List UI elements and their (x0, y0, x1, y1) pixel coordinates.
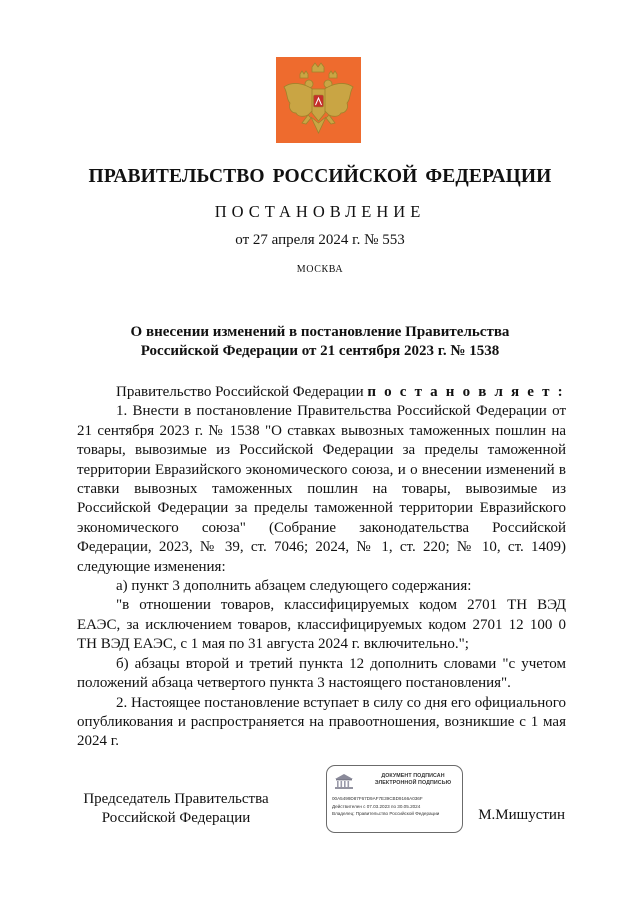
decree-clause (77, 383, 566, 402)
paragraph-1a-quote: "в отношении товаров, классифицируемых кодом 2701 ТН ВЭД ЕАЭС, за исключением товаров, классифицируемых кодом 2701 12 100 0 ТН ВЭД ЕАЭС, с 1 мая по 31 августа 2024 г. включительно."; (77, 597, 566, 653)
signatory-name: М.Мишустин (478, 807, 565, 823)
building-icon (333, 772, 355, 790)
paragraph-1a: а) пункт 3 дополнить абзацем следующего содержания: (116, 578, 472, 595)
e-signature-stamp (326, 765, 463, 833)
government-title: ПРАВИТЕЛЬСТВО РОССИЙСКОЙ ФЕДЕРАЦИИ (88, 166, 552, 187)
position-line-2: Российской Федерации (101, 810, 251, 826)
subject-line-1: О внесении изменений в постановление Правительства (130, 324, 510, 340)
coat-of-arms-icon (276, 57, 361, 143)
certificate-owner: Владелец: Правительство Российской Федерации (332, 811, 440, 816)
document-place: МОСКВА (296, 264, 344, 275)
decree-verb: п о с т а н о в л я е т : (367, 384, 565, 400)
paragraph-2: 2. Настоящее постановление вступает в силу со дня его официального опубликования и распространяется на правоотношения, возникшие с 1 мая 2024 г. (77, 694, 566, 750)
document-date-number: от 27 апреля 2024 г. № 553 (235, 232, 405, 248)
document-subject (80, 323, 560, 361)
document-type: ПОСТАНОВЛЕНИЕ (214, 202, 426, 221)
paragraph-1b: б) абзацы второй и третий пункта 12 дополнить словами "с учетом положений абзаца четвертого пункта 3 настоящего постановления". (77, 655, 566, 692)
certificate-validity: Действителен с 07.03.2023 по 30.05.2024 (332, 804, 421, 809)
subject-line-2: Российской Федерации от 21 сентября 2023 г. № 1538 (140, 343, 500, 359)
decree-prefix: Правительство Российской Федерации (116, 384, 368, 400)
document-body (77, 383, 566, 752)
stamp-title-line-2: ЭЛЕКТРОННОЙ ПОДПИСЬЮ (374, 780, 452, 786)
position-line-1: Председатель Правительства (83, 791, 269, 807)
stamp-title-line-1: ДОКУМЕНТ ПОДПИСАН (381, 773, 445, 779)
signatory-position (78, 790, 274, 828)
paragraph-1: 1. Внести в постановление Правительства Российской Федерации от 21 сентября 2023 г. № 1538 "О ставках вывозных таможенных пошлин на товары, вывозимые из Российской Федерации за пределы таможенной территории Евразийского экономического союза, и о внесении изменений в ставки вывозных таможенных пошлин на товары, вывозимые из Российской Федерации за пределы таможенной территории Евразийского экономического союза" (Собрание законодательства Российской Федерации, 2023, № 39, ст. 7046; 2024, № 1, ст. 220; № 10, ст. 1409) следующие изменения: (77, 403, 566, 575)
stamp-title (367, 773, 459, 787)
certificate-serial: 00A5499D87F67D9AF7E39CBD9166A036F (332, 796, 423, 801)
